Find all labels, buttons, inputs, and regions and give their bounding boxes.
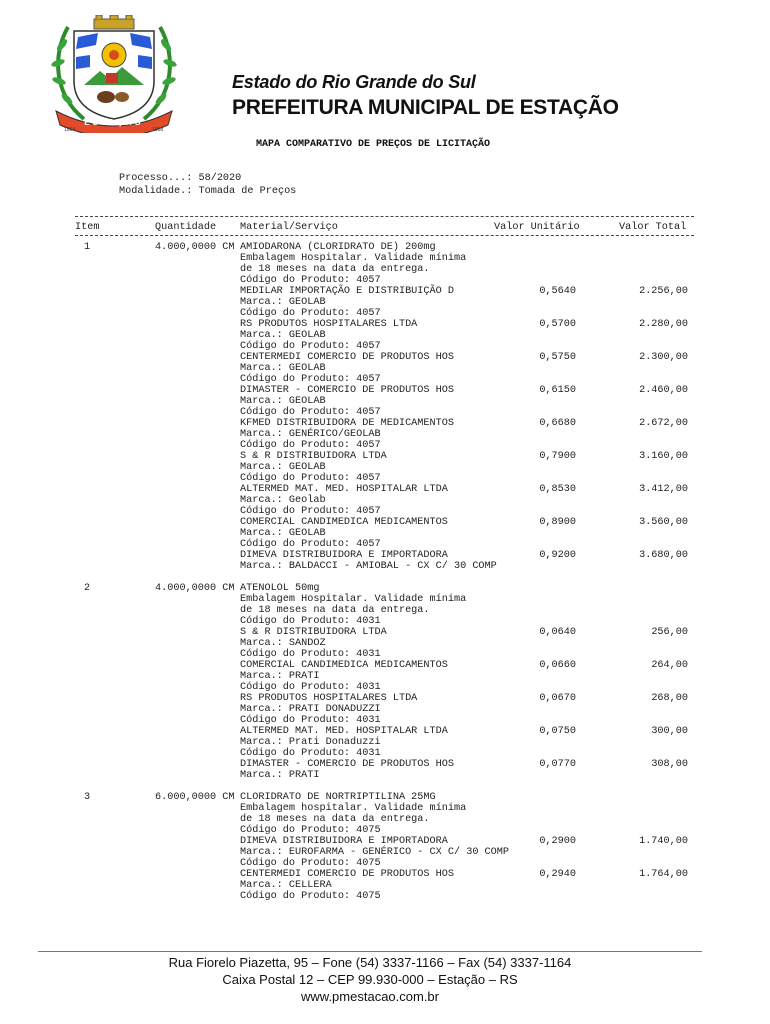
process-number: Processo...: 58/2020 <box>119 173 242 184</box>
footer-divider <box>38 951 702 952</box>
item-desc-row <box>0 264 770 275</box>
bid-row <box>0 286 770 297</box>
unit-price: 0,6680 <box>539 418 576 429</box>
bid-detail: Marca.: Prati Donaduzzi <box>240 737 381 748</box>
bid-detail-row <box>0 770 770 781</box>
crest-year-left: 1964 <box>64 127 76 133</box>
col-qty-header: Quantidade <box>155 222 217 233</box>
supplier-name: MEDILAR IMPORTAÇÃO E DISTRIBUIÇÃO D <box>240 286 454 297</box>
bid-detail: Código do Produto: 4057 <box>240 440 381 451</box>
item-desc-row <box>0 253 770 264</box>
unit-price: 0,7900 <box>539 451 576 462</box>
item-description: Embalagem Hospitalar. Validade mínima <box>240 594 467 605</box>
document-title: MAPA COMPARATIVO DE PREÇOS DE LICITAÇÃO <box>256 139 491 150</box>
bid-detail-row <box>0 528 770 539</box>
bid-detail: Código do Produto: 4057 <box>240 506 381 517</box>
supplier-name: DIMEVA DISTRIBUIDORA E IMPORTADORA <box>240 550 448 561</box>
item-number: 3 <box>84 792 91 803</box>
bid-detail-row <box>0 495 770 506</box>
total-price: 308,00 <box>651 759 688 770</box>
bid-detail-row <box>0 407 770 418</box>
supplier-name: DIMEVA DISTRIBUIDORA E IMPORTADORA <box>240 836 448 847</box>
supplier-name: S & R DISTRIBUIDORA LTDA <box>240 451 387 462</box>
total-price: 256,00 <box>651 627 688 638</box>
total-price: 2.256,00 <box>639 286 688 297</box>
bid-detail: Marca.: GEOLAB <box>240 396 326 407</box>
bid-detail: Código do Produto: 4031 <box>240 649 381 660</box>
unit-price: 0,0770 <box>539 759 576 770</box>
total-price: 1.764,00 <box>639 869 688 880</box>
total-price: 3.160,00 <box>639 451 688 462</box>
bid-detail-row <box>0 396 770 407</box>
item-description: Embalagem hospitalar. Validade mínima <box>240 803 467 814</box>
item-quantity: 4.000,0000 CM <box>155 583 235 594</box>
bid-detail: Marca.: PRATI DONADUZZI <box>240 704 381 715</box>
bid-detail: Código do Produto: 4057 <box>240 308 381 319</box>
bid-detail-row <box>0 737 770 748</box>
bid-detail: Código do Produto: 4057 <box>240 473 381 484</box>
bid-detail-row <box>0 341 770 352</box>
item-desc-row <box>0 792 770 803</box>
supplier-name: ALTERMED MAT. MED. HOSPITALAR LTDA <box>240 484 448 495</box>
item-description: de 18 meses na data da entrega. <box>240 264 430 275</box>
bid-detail-row <box>0 891 770 902</box>
modality: Modalidade.: Tomada de Preços <box>119 186 297 197</box>
bid-detail-row <box>0 374 770 385</box>
total-price: 2.460,00 <box>639 385 688 396</box>
footer-website: www.pmestacao.com.br <box>301 989 439 1004</box>
unit-price: 0,0640 <box>539 627 576 638</box>
supplier-name: COMERCIAL CANDIMEDICA MEDICAMENTOS <box>240 660 448 671</box>
bid-row <box>0 319 770 330</box>
bid-detail: Marca.: Geolab <box>240 495 326 506</box>
supplier-name: CENTERMEDI COMERCIO DE PRODUTOS HOS <box>240 869 454 880</box>
item-desc-row <box>0 275 770 286</box>
bid-detail-row <box>0 671 770 682</box>
total-price: 3.680,00 <box>639 550 688 561</box>
unit-price: 0,0660 <box>539 660 576 671</box>
bid-detail: Marca.: GEOLAB <box>240 528 326 539</box>
supplier-name: CENTERMEDI COMERCIO DE PRODUTOS HOS <box>240 352 454 363</box>
item-description: CLORIDRATO DE NORTRIPTILINA 25MG <box>240 792 436 803</box>
bid-detail-row <box>0 561 770 572</box>
bid-detail: Marca.: GEOLAB <box>240 297 326 308</box>
item-description: de 18 meses na data da entrega. <box>240 814 430 825</box>
crest-year-right: 1988 <box>152 127 164 133</box>
bid-detail: Marca.: GEOLAB <box>240 462 326 473</box>
bid-row <box>0 418 770 429</box>
bid-row <box>0 627 770 638</box>
bid-detail-row <box>0 330 770 341</box>
unit-price: 0,2940 <box>539 869 576 880</box>
bid-row <box>0 759 770 770</box>
bid-row <box>0 352 770 363</box>
item-description: ATENOLOL 50mg <box>240 583 320 594</box>
bid-detail-row <box>0 649 770 660</box>
footer-postal: Caixa Postal 12 – CEP 99.930-000 – Estação – RS <box>222 972 518 987</box>
total-price: 3.560,00 <box>639 517 688 528</box>
bid-detail-row <box>0 858 770 869</box>
bid-detail: Código do Produto: 4057 <box>240 407 381 418</box>
bid-detail-row <box>0 440 770 451</box>
bid-detail-row <box>0 539 770 550</box>
bid-detail: Marca.: EUROFARMA - GENÉRICO - CX C/ 30 COMP <box>240 847 509 858</box>
footer-address: Rua Fiorelo Piazetta, 95 – Fone (54) 3337-1166 – Fax (54) 3337-1164 <box>168 955 572 970</box>
item-description: Código do Produto: 4031 <box>240 616 381 627</box>
bid-detail: Código do Produto: 4057 <box>240 341 381 352</box>
bid-detail: Código do Produto: 4031 <box>240 682 381 693</box>
bid-detail-row <box>0 429 770 440</box>
bid-detail-row <box>0 880 770 891</box>
bid-detail-row <box>0 473 770 484</box>
bid-detail: Código do Produto: 4075 <box>240 858 381 869</box>
supplier-name: ALTERMED MAT. MED. HOSPITALAR LTDA <box>240 726 448 737</box>
item-number: 1 <box>84 242 91 253</box>
item-number: 2 <box>84 583 91 594</box>
bid-row <box>0 836 770 847</box>
crest-banner-text: ESTAÇÃO <box>84 118 144 127</box>
unit-price: 0,8900 <box>539 517 576 528</box>
item-desc-row <box>0 616 770 627</box>
item-quantity: 4.000,0000 CM <box>155 242 235 253</box>
bid-detail: Código do Produto: 4075 <box>240 891 381 902</box>
bid-row <box>0 869 770 880</box>
total-price: 300,00 <box>651 726 688 737</box>
header-divider-bottom <box>75 235 694 236</box>
item-description: AMIODARONA (CLORIDRATO DE) 200mg <box>240 242 436 253</box>
price-comparison-table <box>0 242 770 902</box>
bid-detail-row <box>0 638 770 649</box>
municipal-crest-logo <box>50 15 178 133</box>
supplier-name: RS PRODUTOS HOSPITALARES LTDA <box>240 319 418 330</box>
bid-detail: Marca.: BALDACCI - AMIOBAL - CX C/ 30 COMP <box>240 561 497 572</box>
item-desc-row <box>0 825 770 836</box>
item-desc-row <box>0 242 770 253</box>
supplier-name: DIMASTER - COMERCIO DE PRODUTOS HOS <box>240 385 454 396</box>
bid-detail-row <box>0 308 770 319</box>
bid-row <box>0 693 770 704</box>
unit-price: 0,5750 <box>539 352 576 363</box>
bid-detail-row <box>0 363 770 374</box>
bid-detail: Marca.: PRATI <box>240 671 320 682</box>
col-material-header: Material/Serviço <box>240 222 338 233</box>
item-description: de 18 meses na data da entrega. <box>240 605 430 616</box>
bid-row <box>0 660 770 671</box>
unit-price: 0,6150 <box>539 385 576 396</box>
total-price: 268,00 <box>651 693 688 704</box>
item-desc-row <box>0 583 770 594</box>
bid-detail: Marca.: GEOLAB <box>240 330 326 341</box>
bid-detail: Código do Produto: 4031 <box>240 715 381 726</box>
bid-detail: Marca.: SANDOZ <box>240 638 326 649</box>
bid-detail-row <box>0 715 770 726</box>
item-desc-row <box>0 803 770 814</box>
item-desc-row <box>0 814 770 825</box>
unit-price: 0,2900 <box>539 836 576 847</box>
unit-price: 0,0670 <box>539 693 576 704</box>
supplier-name: KFMED DISTRIBUIDORA DE MEDICAMENTOS <box>240 418 454 429</box>
col-unit-header: Valor Unitário <box>494 222 580 233</box>
unit-price: 0,5640 <box>539 286 576 297</box>
bid-detail-row <box>0 506 770 517</box>
item-spacer <box>0 781 770 792</box>
bid-row <box>0 385 770 396</box>
col-item-header: Item <box>75 222 100 233</box>
item-quantity: 6.000,0000 CM <box>155 792 235 803</box>
bid-detail: Código do Produto: 4057 <box>240 374 381 385</box>
header-divider-top <box>75 216 694 217</box>
bid-row <box>0 726 770 737</box>
bid-detail: Marca.: GENÉRICO/GEOLAB <box>240 429 381 440</box>
item-desc-row <box>0 594 770 605</box>
bid-detail-row <box>0 462 770 473</box>
bid-detail: Código do Produto: 4031 <box>240 748 381 759</box>
bid-row <box>0 550 770 561</box>
unit-price: 0,8530 <box>539 484 576 495</box>
item-description: Código do Produto: 4075 <box>240 825 381 836</box>
col-total-header: Valor Total <box>619 222 687 233</box>
bid-detail: Código do Produto: 4057 <box>240 539 381 550</box>
total-price: 2.280,00 <box>639 319 688 330</box>
bid-detail-row <box>0 297 770 308</box>
bid-row <box>0 451 770 462</box>
bid-detail: Marca.: PRATI <box>240 770 320 781</box>
total-price: 2.672,00 <box>639 418 688 429</box>
item-desc-row <box>0 605 770 616</box>
total-price: 3.412,00 <box>639 484 688 495</box>
prefecture-title: PREFEITURA MUNICIPAL DE ESTAÇÃO <box>232 96 619 119</box>
total-price: 1.740,00 <box>639 836 688 847</box>
item-description: Código do Produto: 4057 <box>240 275 381 286</box>
bid-detail-row <box>0 748 770 759</box>
bid-row <box>0 517 770 528</box>
bid-detail: Marca.: GEOLAB <box>240 363 326 374</box>
supplier-name: COMERCIAL CANDIMEDICA MEDICAMENTOS <box>240 517 448 528</box>
bid-detail-row <box>0 704 770 715</box>
total-price: 2.300,00 <box>639 352 688 363</box>
supplier-name: S & R DISTRIBUIDORA LTDA <box>240 627 387 638</box>
unit-price: 0,0750 <box>539 726 576 737</box>
supplier-name: RS PRODUTOS HOSPITALARES LTDA <box>240 693 418 704</box>
bid-detail-row <box>0 682 770 693</box>
total-price: 264,00 <box>651 660 688 671</box>
bid-detail-row <box>0 847 770 858</box>
supplier-name: DIMASTER - COMERCIO DE PRODUTOS HOS <box>240 759 454 770</box>
unit-price: 0,9200 <box>539 550 576 561</box>
bid-row <box>0 484 770 495</box>
item-spacer <box>0 572 770 583</box>
unit-price: 0,5700 <box>539 319 576 330</box>
bid-detail: Marca.: CELLERA <box>240 880 332 891</box>
item-description: Embalagem Hospitalar. Validade mínima <box>240 253 467 264</box>
state-title: Estado do Rio Grande do Sul <box>232 72 476 92</box>
